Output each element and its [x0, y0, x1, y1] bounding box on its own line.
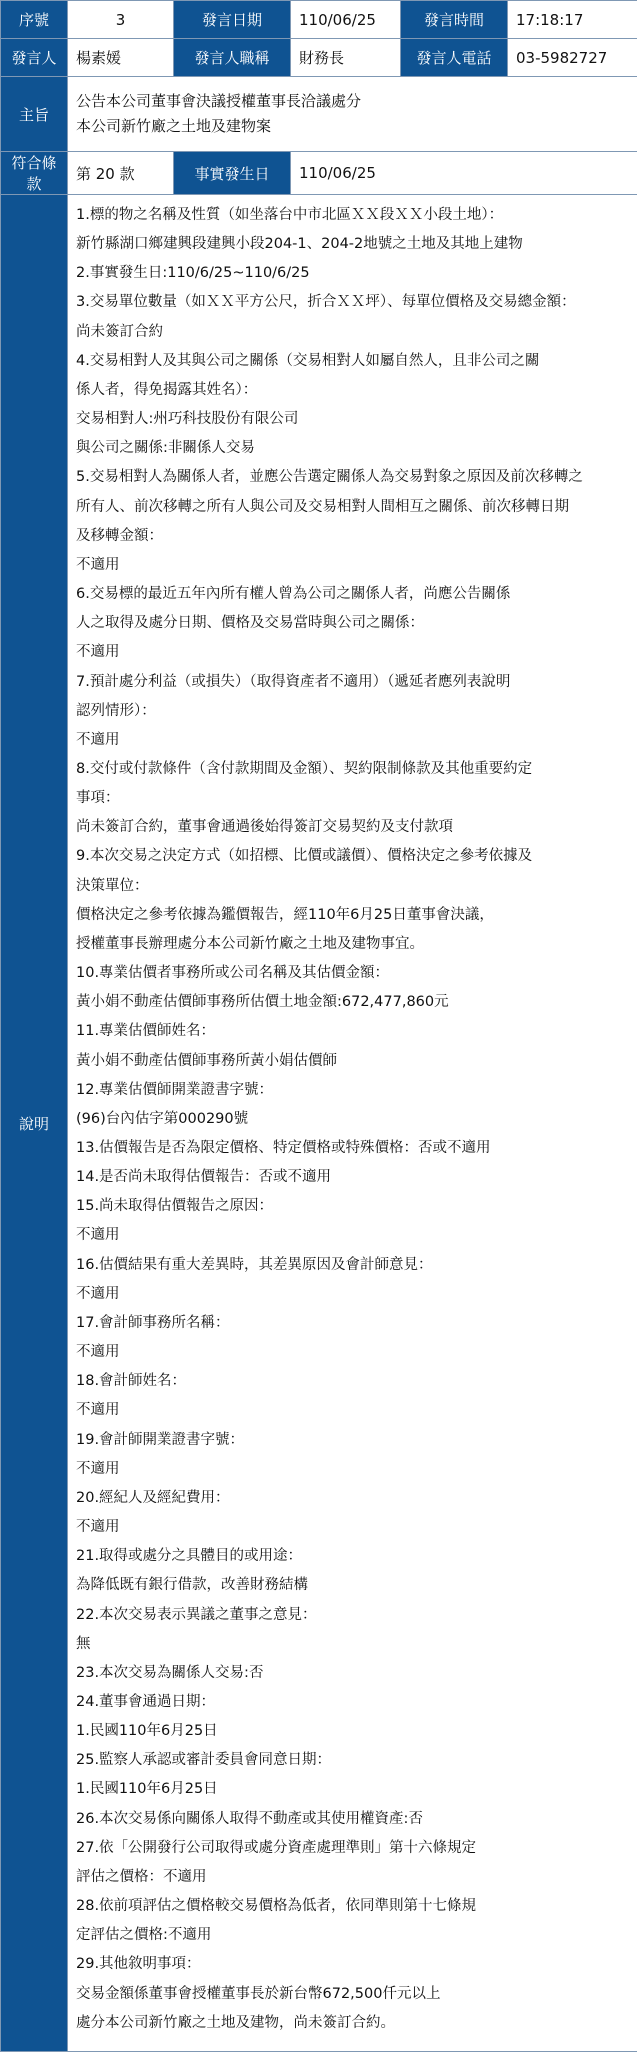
description-line: 人之取得及處分日期、價格及交易當時與公司之關係： [76, 609, 629, 638]
subject-label: 主旨 [1, 77, 68, 152]
phone-label: 發言人電話 [401, 39, 508, 77]
description-line: 28.依前項評估之價格較交易價格為低者，依同準則第十七條規 [76, 1892, 629, 1921]
description-line: 27.依「公開發行公司取得或處分資產處理準則」第十六條規定 [76, 1834, 629, 1863]
description-line: 尚未簽訂合約，董事會通過後始得簽訂交易契約及支付款項 [76, 813, 629, 842]
description-line: 8.交付或付款條件（含付款期間及金額）、契約限制條款及其他重要約定 [76, 755, 629, 784]
description-line: 不適用 [76, 1338, 629, 1367]
description-row [1, 195, 637, 2052]
description-line: 15.尚未取得估價報告之原因： [76, 1192, 629, 1221]
description-line: 3.交易單位數量（如ＸＸ平方公尺，折合ＸＸ坪）、每單位價格及交易總金額： [76, 288, 629, 317]
clause-label: 符合條款 [1, 152, 68, 195]
date-label: 發言日期 [174, 1, 291, 39]
description-line: 21.取得或處分之具體目的或用途： [76, 1542, 629, 1571]
description-line: 23.本次交易為關係人交易:否 [76, 1659, 629, 1688]
description-line: 交易金額係董事會授權董事長於新台幣672,500仟元以上 [76, 1980, 629, 2009]
description-line: 不適用 [76, 1513, 629, 1542]
description-line: 18.會計師姓名： [76, 1367, 629, 1396]
description-line: 黃小娟不動產估價師事務所估價土地金額:672,477,860元 [76, 988, 629, 1017]
description-line: 1.民國110年6月25日 [76, 1717, 629, 1746]
description-lines [76, 201, 629, 2038]
description-line: 6.交易標的最近五年內所有權人曾為公司之關係人者，尚應公告關係 [76, 580, 629, 609]
description-line: 16.估價結果有重大差異時，其差異原因及會計師意見： [76, 1251, 629, 1280]
description-line: 不適用 [76, 1280, 629, 1309]
description-content [68, 195, 637, 2052]
description-line: 26.本次交易係向關係人取得不動產或其使用權資產:否 [76, 1805, 629, 1834]
description-line: 24.董事會通過日期： [76, 1688, 629, 1717]
event-date-value: 110/06/25 [291, 152, 637, 195]
description-line: 認列情形）： [76, 697, 629, 726]
speaker-label: 發言人 [1, 39, 68, 77]
time-label: 發言時間 [401, 1, 508, 39]
description-line: 20.經紀人及經紀費用： [76, 1484, 629, 1513]
subject-row [1, 77, 637, 152]
description-line: 無 [76, 1630, 629, 1659]
description-line: 不適用 [76, 726, 629, 755]
speaker-title-value: 財務長 [291, 39, 401, 77]
description-line: 14.是否尚未取得估價報告：否或不適用 [76, 1163, 629, 1192]
description-line: 定評估之價格:不適用 [76, 1921, 629, 1950]
speaker-title-label: 發言人職稱 [174, 39, 291, 77]
header-row-2 [1, 39, 637, 77]
seq-value: 3 [68, 1, 174, 39]
description-line: 不適用 [76, 638, 629, 667]
description-line: 9.本次交易之決定方式（如招標、比價或議價）、價格決定之參考依據及 [76, 842, 629, 871]
description-line: 11.專業估價師姓名： [76, 1017, 629, 1046]
description-line: 12.專業估價師開業證書字號： [76, 1076, 629, 1105]
description-line: 係人者，得免揭露其姓名）： [76, 376, 629, 405]
description-line: 13.估價報告是否為限定價格、特定價格或特殊價格：否或不適用 [76, 1134, 629, 1163]
description-line: 2.事實發生日:110/6/25~110/6/25 [76, 259, 629, 288]
description-line: 1.民國110年6月25日 [76, 1775, 629, 1804]
description-line: 決策單位： [76, 872, 629, 901]
description-line: 10.專業估價者事務所或公司名稱及其估價金額： [76, 959, 629, 988]
description-line: 處分本公司新竹廠之土地及建物，尚未簽訂合約。 [76, 2009, 629, 2038]
description-line: 不適用 [76, 1455, 629, 1484]
description-line: 5.交易相對人為關係人者，並應公告選定關係人為交易對象之原因及前次移轉之 [76, 463, 629, 492]
description-line: 4.交易相對人及其與公司之關係（交易相對人如屬自然人，且非公司之關 [76, 347, 629, 376]
description-line: 22.本次交易表示異議之董事之意見： [76, 1601, 629, 1630]
speaker-value: 楊素媛 [68, 39, 174, 77]
description-line: 事項： [76, 784, 629, 813]
subject-content [68, 77, 637, 152]
description-line: 25.監察人承認或審計委員會同意日期： [76, 1746, 629, 1775]
description-line: 不適用 [76, 551, 629, 580]
phone-value: 03-5982727 [508, 39, 637, 77]
description-line: 與公司之關係:非關係人交易 [76, 434, 629, 463]
description-line: 不適用 [76, 1221, 629, 1250]
event-date-label: 事實發生日 [174, 152, 291, 195]
description-line: 29.其他敘明事項： [76, 1950, 629, 1979]
description-line: 不適用 [76, 1396, 629, 1425]
description-line: 評估之價格：不適用 [76, 1863, 629, 1892]
clause-value: 第 20 款 [68, 152, 174, 195]
subject-line: 本公司新竹廠之土地及建物案 [76, 114, 629, 139]
date-value: 110/06/25 [291, 1, 401, 39]
clause-row [1, 152, 637, 195]
description-line: (96)台內估字第000290號 [76, 1105, 629, 1134]
description-line: 19.會計師開業證書字號： [76, 1426, 629, 1455]
description-line: 及移轉金額： [76, 522, 629, 551]
description-label: 說明 [1, 195, 68, 2052]
description-line: 授權董事長辦理處分本公司新竹廠之土地及建物事宜。 [76, 930, 629, 959]
description-line: 7.預計處分利益（或損失）（取得資產者不適用）（遞延者應列表說明 [76, 668, 629, 697]
description-line: 交易相對人:州巧科技股份有限公司 [76, 405, 629, 434]
description-line: 所有人、前次移轉之所有人與公司及交易相對人間相互之關係、前次移轉日期 [76, 493, 629, 522]
time-value: 17:18:17 [508, 1, 637, 39]
description-line: 價格決定之參考依據為鑑價報告，經110年6月25日董事會決議， [76, 901, 629, 930]
description-line: 1.標的物之名稱及性質（如坐落台中市北區ＸＸ段ＸＸ小段土地）： [76, 201, 629, 230]
description-line: 尚未簽訂合約 [76, 318, 629, 347]
subject-line: 公告本公司董事會決議授權董事長洽議處分 [76, 89, 629, 114]
description-line: 新竹縣湖口鄉建興段建興小段204-1、204-2地號之土地及其地上建物 [76, 230, 629, 259]
description-line: 黃小娟不動產估價師事務所黃小娟估價師 [76, 1047, 629, 1076]
description-line: 17.會計師事務所名稱： [76, 1309, 629, 1338]
description-line: 為降低既有銀行借款，改善財務結構 [76, 1571, 629, 1600]
header-row-1 [1, 1, 637, 39]
seq-label: 序號 [1, 1, 68, 39]
